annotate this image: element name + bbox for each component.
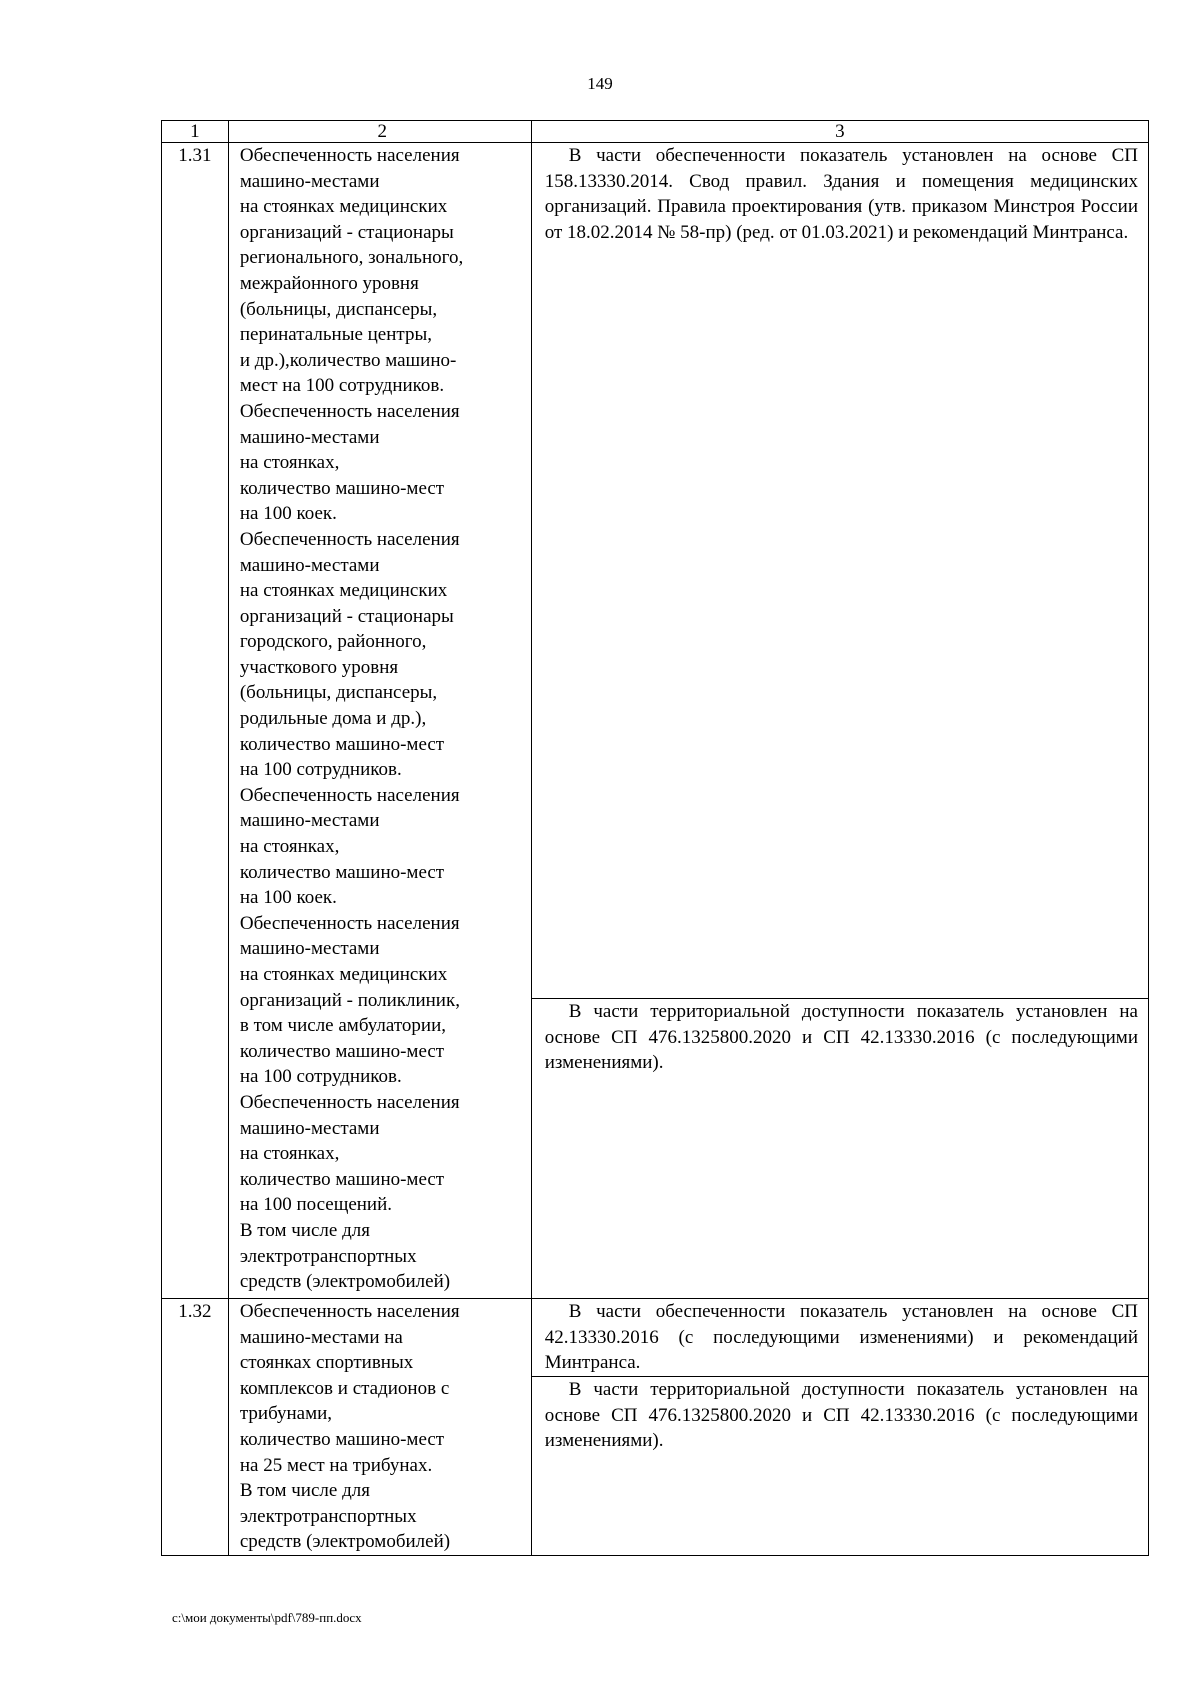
indicator-line: родильные дома и др.), xyxy=(239,708,427,730)
row-number: 1.32 xyxy=(162,1299,229,1556)
indicator-line: машино-местами xyxy=(239,426,380,448)
indicator-cell xyxy=(228,143,531,1299)
indicator-line: электротранспортных xyxy=(239,1505,417,1527)
indicator-line: организаций - стационары xyxy=(239,221,454,243)
indicator-line: машино-местами xyxy=(239,170,380,192)
indicator-line: на стоянках медицинских xyxy=(239,580,448,602)
basis-provision: В части обеспеченности показатель установлен на основе СП 158.13330.2014. Свод правил. Здания и помещения медицинских организаций. Правила проектирования (утв. приказом Минстроя России от 18.02.2014 № 58-пр) (ред. от 01.03.2021) и рекомендаций Минтранса. xyxy=(544,145,1138,243)
indicator-line: межрайонного уровня xyxy=(239,272,419,294)
indicator-line: на стоянках медицинских xyxy=(239,964,448,985)
indicator-line: количество машино-мест xyxy=(239,1040,445,1062)
indicator-line: и др.),количество машино- xyxy=(239,349,457,371)
table-header-row xyxy=(162,121,1149,143)
indicator-lines xyxy=(240,1299,525,1555)
indicator-line: на 100 сотрудников. xyxy=(239,759,402,781)
indicator-line: машино-местами xyxy=(239,938,380,960)
indicator-line: Обеспеченность населения xyxy=(239,528,460,550)
indicator-line: городского, районного, xyxy=(239,631,427,653)
footer-file-path: c:\мои документы\pdf\789-пп.docx xyxy=(172,1610,362,1625)
indicator-line: машино-местами на xyxy=(239,1326,403,1348)
indicator-line: Обеспеченность населения xyxy=(239,145,460,166)
indicator-line: средств (электромобилей) xyxy=(239,1271,451,1293)
indicator-line: организаций - поликлиник, xyxy=(239,989,460,1011)
indicator-line: перинатальные центры, xyxy=(239,324,432,346)
table-row xyxy=(162,143,1149,1299)
basis-provision: В части обеспеченности показатель установлен на основе СП 42.13330.2016 (с последующими изменениями) и рекомендаций Минтранса. xyxy=(544,1301,1138,1374)
header-col-3: 3 xyxy=(531,121,1148,143)
header-col-2: 2 xyxy=(228,121,531,143)
indicator-line: на 100 посещений. xyxy=(239,1194,393,1216)
indicators-table xyxy=(161,120,1149,1556)
indicator-line: Обеспеченность населения xyxy=(239,400,460,422)
table-row xyxy=(162,1299,1149,1556)
header-col-1: 1 xyxy=(162,121,229,143)
indicator-line: машино-местами xyxy=(239,810,380,832)
indicator-cell xyxy=(228,1299,531,1556)
indicator-line: на стоянках, xyxy=(239,836,340,858)
page-number: 149 xyxy=(587,74,613,93)
indicator-line: на стоянках, xyxy=(239,452,340,474)
indicator-line: количество машино-мест xyxy=(239,1168,445,1190)
indicator-line: количество машино-мест xyxy=(239,1428,445,1450)
indicator-line: В том числе для xyxy=(239,1219,370,1241)
indicator-line: регионального, зонального, xyxy=(239,247,464,269)
indicator-line: Обеспеченность населения xyxy=(239,1301,460,1322)
row-number: 1.31 xyxy=(162,143,229,1299)
indicator-line: количество машино-мест xyxy=(239,477,445,499)
indicator-line: средств (электромобилей) xyxy=(239,1531,451,1553)
indicator-line: на 100 коек. xyxy=(239,887,337,909)
indicator-line: на стоянках, xyxy=(239,1143,340,1165)
indicator-line: (больницы, диспансеры, xyxy=(239,298,438,320)
indicator-line: количество машино-мест xyxy=(239,733,445,755)
indicator-line: машино-местами xyxy=(239,554,380,576)
indicator-lines xyxy=(240,143,525,1295)
indicator-line: организаций - стационары xyxy=(239,605,454,627)
indicator-line: на 25 мест на трибунах. xyxy=(239,1454,433,1476)
indicator-line: стоянках спортивных xyxy=(239,1352,414,1374)
basis-access: В части территориальной доступности показатель установлен на основе СП 476.1325800.2020 и СП 42.13330.2016 (с последующими изменениями). xyxy=(532,998,1148,1298)
basis-access: В части территориальной доступности показатель установлен на основе СП 476.1325800.2020 и СП 42.13330.2016 (с последующими изменениями). xyxy=(532,1376,1148,1554)
indicator-line: трибунами, xyxy=(239,1403,333,1425)
indicator-line: участкового уровня xyxy=(239,656,399,678)
indicator-line: Обеспеченность населения xyxy=(239,1091,460,1113)
indicator-line: количество машино-мест xyxy=(239,861,445,883)
basis-cell xyxy=(531,143,1148,1299)
indicator-line: В том числе для xyxy=(239,1480,370,1502)
indicator-line: машино-местами xyxy=(239,1117,380,1139)
indicator-line: комплексов и стадионов с xyxy=(239,1377,450,1399)
indicator-line: на стоянках медицинских xyxy=(239,196,448,218)
basis-cell xyxy=(531,1299,1148,1556)
indicator-line: на 100 сотрудников. xyxy=(239,1066,402,1088)
indicator-line: на 100 коек. xyxy=(239,503,337,525)
indicator-line: Обеспеченность населения xyxy=(239,784,460,806)
indicator-line: в том числе амбулатории, xyxy=(239,1015,446,1037)
indicator-line: Обеспеченность населения xyxy=(239,912,460,934)
indicator-line: (больницы, диспансеры, xyxy=(239,682,438,704)
indicator-line: электротранспортных xyxy=(239,1245,417,1267)
indicator-line: мест на 100 сотрудников. xyxy=(239,375,445,397)
